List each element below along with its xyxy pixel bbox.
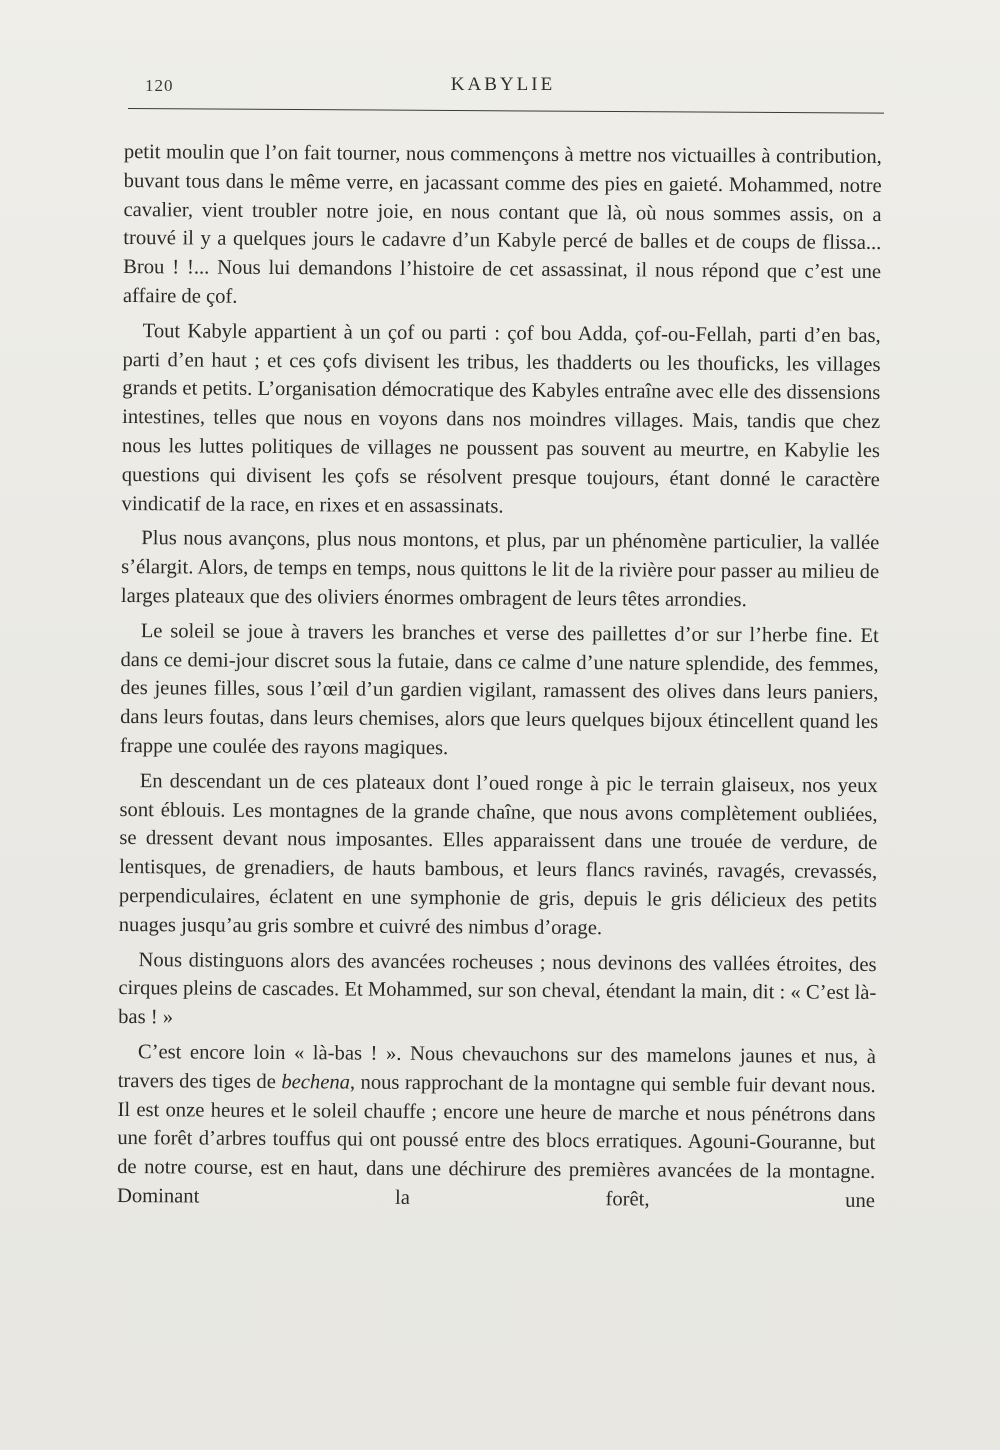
- paragraph-6: Nous distinguons alors des avancées rocheuses ; nous devinons des vallées étroites, des cirques pleins de cascades. Et Mohammed, sur son cheval, étendant la main, dit : « C’est là-bas ! »: [118, 948, 877, 1029]
- running-title: KABYLIE: [450, 74, 556, 95]
- paragraph-5: En descendant un de ces plateaux dont l’oued ronge à pic le terrain glaiseux, nos yeux sont éblouis. Les montagnes de la grande chaîne, que nous avons complètement oubliées, se dressent devant nous imposantes. Elles apparaissent dans une trouée de verdure, de lentisques, de grenadiers, de hauts bambous, et leurs flancs ravinés, ravagés, crevassés, perpendiculaires, éclatent en une symphonie de gris, depuis le gris délicieux des petits nuages jusqu’au gris sombre et cuivré des nimbus d’orage.: [118, 769, 878, 939]
- page-number: 120: [145, 76, 174, 95]
- paragraph-2: Tout Kabyle appartient à un çof ou parti : çof bou Adda, çof-ou-Fellah, parti d’en bas, parti d’en haut ; et ces çofs divisent les tribus, les thadderts ou les thouficks, les villages grands et petits. L’organisation démocratique des Kabyles entraîne avec elle des dissensions intestines, telles que nous en voyons dans nos moindres villages. Mais, tandis que chez nous les luttes politiques de villages ne poussent pas souvent au meurtre, en Kabylie les questions qui divisent les çofs se résolvent presque toujours, étant donné le caractère vindicatif de la race, en rixes et en assassinats.: [121, 319, 881, 518]
- body-text: [117, 138, 882, 1222]
- page-header: [143, 74, 883, 100]
- paragraph-7-end: , nous rapprochant de la montagne qui semble fuir devant nous. Il est onze heures et le soleil chauffe ; encore une heure de marche et nous pénétrons dans une forêt d’arbres touffus qui ont poussé entre des blocs erratiques. Agouni-Gouranne, but de notre course, est en haut, dans une déchirure des premières avancées de la montagne. Dominant la forêt, une: [116, 1071, 876, 1212]
- italic-word: bechena: [281, 1070, 351, 1094]
- paragraph-1: petit moulin que l’on fait tourner, nous commençons à mettre nos victuailles à contribution, buvant tous dans le même verre, en jacassant comme des pies en gaieté. Mohammed, notre cavalier, vient troubler notre joie, en nous contant que là, où nous sommes assis, on a trouvé il y a quelques jours le cadavre d’un Kabyle percé de balles et de coups de flissa... Brou ! !... Nous lui demandons l’histoire de cet assassinat, il nous répond que c’est une affaire de çof.: [122, 140, 882, 308]
- paragraph-3: Plus nous avançons, plus nous montons, et plus, par un phénomène particulier, la vallée s’élargit. Alors, de temps en temps, nous quittons le lit de la rivière pour passer au milieu de larges plateaux que des oliviers énormes ombragent de leurs têtes arrondies.: [120, 527, 880, 612]
- paragraph-4: Le soleil se joue à travers les branches et verse des paillettes d’or sur l’herbe fine. Et dans ce demi-jour discret sous la futaie, dans ce calme d’une nature splendide, des femmes, des jeunes filles, sous l’œil d’un gardien vigilant, ramassent des olives dans leurs paniers, dans leurs foutas, dans leurs chemises, alors que leurs quelques bijoux étincellent quand les frappe une coulée des rayons magiques.: [119, 619, 879, 760]
- paragraph-7: [117, 1038, 876, 1216]
- paragraph-7-start: C’est encore loin « là-bas ! ». Nous chevauchons sur des mamelons jaunes et nus, à travers des tiges de: [117, 1041, 876, 1093]
- header-rule: [128, 108, 884, 114]
